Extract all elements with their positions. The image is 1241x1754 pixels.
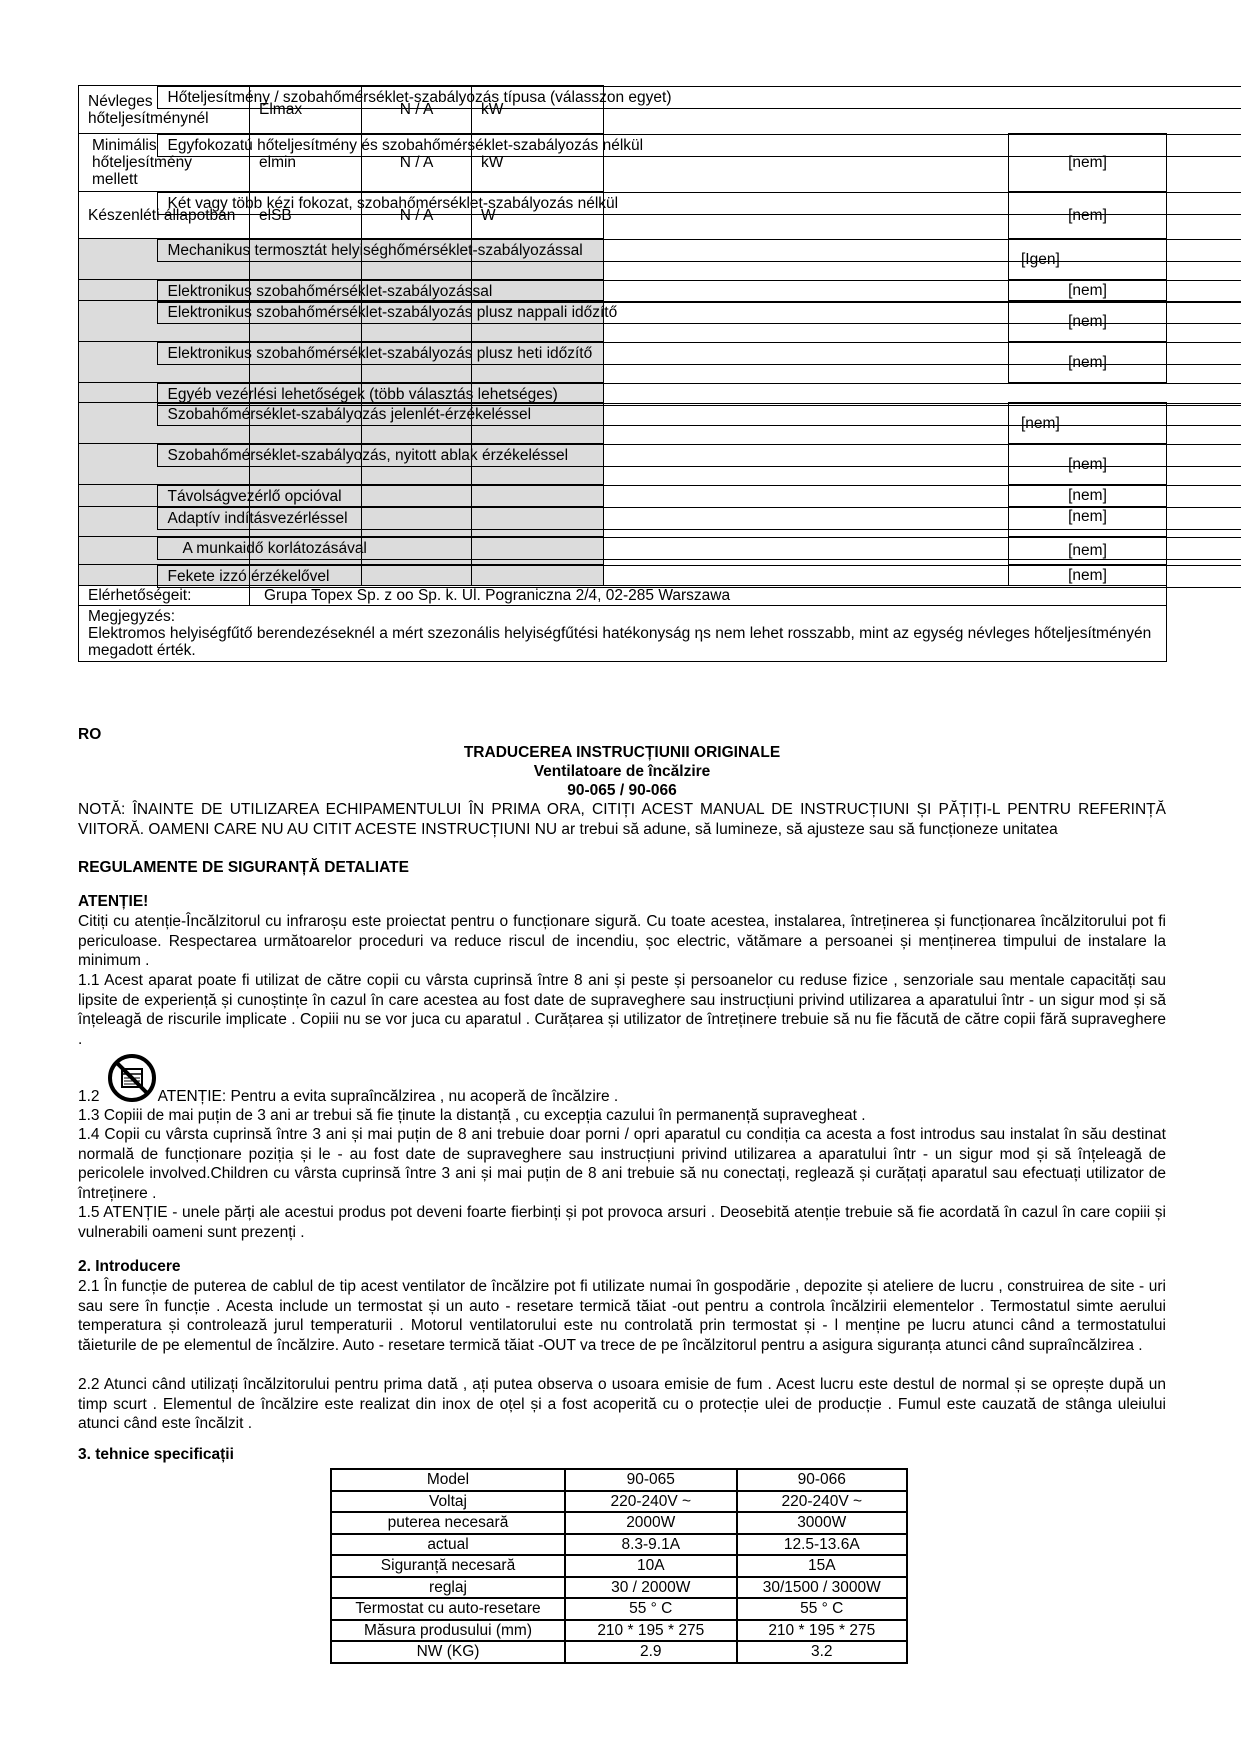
paragraph-1-2-text: ATENȚIE: Pentru a evita supraîncălzirea , nu acoperă de încălzire . bbox=[157, 1088, 619, 1105]
table-row bbox=[331, 1555, 907, 1577]
tech-value-90-066: 15A bbox=[737, 1555, 907, 1577]
paragraph-1-2 bbox=[78, 1087, 1166, 1107]
tech-param: NW (KG) bbox=[331, 1641, 565, 1663]
table-row bbox=[331, 1620, 907, 1642]
row-description: Fekete izzó érzékelővel bbox=[157, 565, 1241, 589]
notes-label: Megjegyzés: bbox=[88, 608, 176, 625]
row-symbol: elSB bbox=[250, 192, 362, 239]
tech-value-90-066: 30/1500 / 3000W bbox=[737, 1577, 907, 1599]
table-row bbox=[79, 342, 1167, 383]
paragraph-1-2-number: 1.2 bbox=[78, 1088, 100, 1105]
tech-value-90-066: 220-240V ~ bbox=[737, 1491, 907, 1513]
paragraph-1-3: 1.3 Copiii de mai puțin de 3 ani ar trebui să fie ținute la distanță , cu excepția cazului în permanență supravegheat . bbox=[78, 1107, 866, 1124]
tech-param: Măsura produsului (mm) bbox=[331, 1620, 565, 1642]
row-unit: W bbox=[472, 192, 604, 239]
table-row bbox=[79, 586, 1167, 606]
tech-value-90-065: 10A bbox=[565, 1555, 737, 1577]
row-symbol: elmin bbox=[250, 134, 362, 192]
tech-param: puterea necesară bbox=[331, 1512, 565, 1534]
row-label: Névleges hőteljesítménynél bbox=[79, 86, 250, 134]
table-row bbox=[79, 239, 1167, 280]
paragraph-1-4: 1.4 Copii cu vârsta cuprinsă între 3 ani și mai puțin de 8 ani trebuie doar porni / opri aparatul cu condiția ca acesta a fost introdus sau instalat în său destinat normală de funcționare poziția și le - au fost date de supraveghere sau instrucțiuni privind utilizarea a aparatului într - un sigur mod și să înțeleagă de pericolele involved.Children cu vârsta cuprinsă între 3 ani și mai puțin de 8 ani trebuie să nu conectați, reglează și curățați aparatul sau efectuați utilizator de întreținere . bbox=[78, 1126, 1166, 1202]
row-label: Készenléti állapotban bbox=[79, 192, 250, 239]
row-description: Két vagy több kézi fokozat, szobahőmérséklet-szabályozás nélkül bbox=[157, 192, 1241, 216]
row-answer: [nem] bbox=[1009, 134, 1167, 192]
row-description: Egyfokozatú hőteljesítmény és szobahőmérséklet-szabályozás nélkül bbox=[157, 134, 1241, 158]
row-unit: kW bbox=[472, 134, 604, 192]
tech-value-90-065: 210 * 195 * 275 bbox=[565, 1620, 737, 1642]
table-row bbox=[79, 192, 1167, 239]
row-description: Mechanikus termosztát helyiséghőmérséklet-szabályozással bbox=[157, 239, 1241, 263]
row-description: Távolságvezérlő opcióval bbox=[157, 485, 1241, 509]
table-row bbox=[331, 1491, 907, 1513]
document-title: TRADUCEREA INSTRUCȚIUNII ORIGINALE bbox=[463, 744, 781, 761]
table-row bbox=[79, 606, 1167, 662]
row-answer: [nem] bbox=[1009, 342, 1167, 383]
tech-value-90-066: 210 * 195 * 275 bbox=[737, 1620, 907, 1642]
row-answer: [Igen] bbox=[1009, 239, 1167, 280]
table-row bbox=[331, 1577, 907, 1599]
row-symbol: Elmax bbox=[250, 86, 362, 134]
row-answer: [nem] bbox=[1009, 280, 1167, 301]
row-label-text: Minimális hőteljesítmény mellett bbox=[92, 137, 192, 188]
tech-value-90-066: 90-066 bbox=[737, 1469, 907, 1491]
other-controls-header: Egyéb vezérlési lehetőségek (több választás lehetséges) bbox=[157, 383, 1241, 407]
row-answer: [nem] bbox=[1009, 444, 1167, 485]
row-answer: [nem] bbox=[1009, 485, 1167, 507]
tech-value-90-065: 30 / 2000W bbox=[565, 1577, 737, 1599]
language-code: RO bbox=[78, 726, 102, 743]
tech-param: actual bbox=[331, 1534, 565, 1556]
table-row bbox=[79, 485, 1167, 507]
tech-value-90-066: 55 ° C bbox=[737, 1598, 907, 1620]
row-answer: [nem] bbox=[1009, 507, 1167, 537]
tech-value-90-065: 2000W bbox=[565, 1512, 737, 1534]
row-value: N / A bbox=[362, 134, 472, 192]
paragraph-2-1: 2.1 În funcție de puterea de cablul de tip acest ventilator de încălzire pot fi utilizate numai în gospodărie , depozite și ateliere de lucru , construirea de site - uri sau sere în funcție . Acesta include un termostat și un auto - resetare termică tăiat -out pentru a controla încălzirii elementelor . Termostatul simte aerului temperatura și controlează jurul temperaturii . Motorul ventilatorului este nu controlată prin termostat și - l menține pe lucru atunci când a termostatului tăieturile de pe elementul de încălzire. Auto - resetare termică tăiat -OUT va trece de pe încălzitorul pentru a asigura siguranța atunci când supraîncălzirea . bbox=[78, 1278, 1166, 1354]
row-description: Elektronikus szobahőmérséklet-szabályozás plusz heti időzítő bbox=[157, 342, 1241, 366]
tech-param: Termostat cu auto-resetare bbox=[331, 1598, 565, 1620]
availability-value: Grupa Topex Sp. z oo Sp. k. Ul. Pograniczna 2/4, 02-285 Warszawa bbox=[250, 586, 1167, 606]
paragraph-2-2: 2.2 Atunci când utilizați încălzitorului pentru prima dată , ați putea observa o usoara emisie de fum . Acest lucru este destul de normal și se oprește după un timp scurt . Elementul de încălzire este realizat din inox de oțel și a fost acoperită cu o protecție ulei de producție . Fumul este cauzată de stânga uleiului atunci când este încălzit . bbox=[78, 1376, 1166, 1433]
note-paragraph: NOTĂ: ÎNAINTE DE UTILIZAREA ECHIPAMENTULUI ÎN PRIMA ORA, CITIȚI ACEST MANUAL DE INSTRUCȚIUNI ȘI PĂȚIȚI-L PENTRU REFERINȚĂ VIITORĂ. OAMENI CARE NU AU CITIT ACESTE INSTRUCȚIUNI NU ar trebui să adune, să lumineze, să ajusteze sau să funcționeze unitatea bbox=[78, 801, 1166, 838]
table-row bbox=[79, 537, 1167, 565]
table-row bbox=[79, 383, 1167, 403]
intro-heading: 2. Introducere bbox=[78, 1258, 181, 1275]
availability-label: Elérhetőségeit: bbox=[79, 586, 250, 606]
row-description: Szobahőmérséklet-szabályozás, nyitott ablak érzékeléssel bbox=[157, 444, 1241, 468]
row-description: Szobahőmérséklet-szabályozás jelenlét-érzékeléssel bbox=[157, 403, 1241, 427]
table-row bbox=[79, 565, 1167, 586]
tech-value-90-066: 3000W bbox=[737, 1512, 907, 1534]
tech-param: reglaj bbox=[331, 1577, 565, 1599]
attention-paragraph: Citiți cu atenție-Încălzitorul cu infraroșu este proiectat pentru o funcționare sigură. Cu toate acestea, instalarea, întreținerea și funcționarea încălzitorului pot fi periculoase. Respectarea următoarelor proceduri va reduce riscul de incendiu, șoc electric, vătămare a persoanei și menținerea timpului de instalare la minimum . bbox=[78, 913, 1166, 970]
tech-value-90-065: 2.9 bbox=[565, 1641, 737, 1663]
row-description: Elektronikus szobahőmérséklet-szabályozás plusz nappali időzítő bbox=[157, 301, 1241, 325]
table-row bbox=[79, 444, 1167, 485]
model-numbers: 90-065 / 90-066 bbox=[567, 782, 677, 799]
table-row bbox=[331, 1598, 907, 1620]
tech-heading: 3. tehnice specificații bbox=[78, 1446, 234, 1463]
safety-heading: REGULAMENTE DE SIGURANȚĂ DETALIATE bbox=[78, 859, 409, 876]
table-row bbox=[79, 301, 1167, 342]
table-row bbox=[331, 1534, 907, 1556]
table-row bbox=[79, 403, 1167, 444]
table-row bbox=[79, 507, 1167, 537]
tech-value-90-065: 8.3-9.1A bbox=[565, 1534, 737, 1556]
row-description: Elektronikus szobahőmérséklet-szabályozással bbox=[157, 280, 1241, 304]
technical-spec-table bbox=[330, 1468, 908, 1664]
row-description: Hőteljesítmény / szobahőmérséklet-szabályozás típusa (válasszon egyet) bbox=[157, 86, 1241, 110]
table-row bbox=[79, 86, 1167, 134]
tech-param: Siguranță necesară bbox=[331, 1555, 565, 1577]
notes-cell bbox=[79, 606, 1167, 662]
row-answer: [nem] bbox=[1009, 537, 1167, 565]
attention-heading: ATENȚIE! bbox=[78, 893, 149, 910]
document-subtitle: Ventilatoare de încălzire bbox=[533, 763, 711, 780]
row-answer: [nem] bbox=[1009, 192, 1167, 239]
paragraph-1-1: 1.1 Acest aparat poate fi utilizat de către copii cu vârsta cuprinsă între 8 ani și peste și persoanelor cu reduse fizice , senzoriale sau mentale capacități sau lipsite de experiență și cunoștințe în cazul în care acestea au fost date de supraveghere sau instrucțiuni privind utilizarea a aparatului într - un sigur mod și să înțeleagă de riscurile implicate . Copiii nu se vor juca cu aparatul . Curățarea și utilizator de întreținere trebuie să nu fie făcută de către copii fără supraveghere . bbox=[78, 972, 1166, 1048]
row-value: N / A bbox=[362, 86, 472, 134]
row-unit: kW bbox=[472, 86, 604, 134]
row-description: A munkaidő korlátozásával bbox=[157, 537, 1241, 561]
energy-spec-table bbox=[78, 85, 1167, 662]
tech-param: Voltaj bbox=[331, 1491, 565, 1513]
table-row bbox=[331, 1512, 907, 1534]
row-answer: [nem] bbox=[1009, 565, 1167, 586]
tech-param: Model bbox=[331, 1469, 565, 1491]
paragraph-1-5: 1.5 ATENȚIE - unele părți ale acestui produs pot deveni foarte fierbinți și pot provoca arsuri . Deosebită atenție trebuie să fie acordată în cazul în care copiii și vulnerabili oameni sunt prezenți . bbox=[78, 1204, 1166, 1241]
row-answer: [nem] bbox=[1009, 301, 1167, 342]
table-row bbox=[331, 1469, 907, 1491]
tech-value-90-065: 220-240V ~ bbox=[565, 1491, 737, 1513]
row-description: Adaptív indításvezérléssel bbox=[157, 507, 1241, 531]
table-row bbox=[79, 280, 1167, 301]
tech-value-90-066: 12.5-13.6A bbox=[737, 1534, 907, 1556]
table-row bbox=[331, 1641, 907, 1663]
tech-value-90-066: 3.2 bbox=[737, 1641, 907, 1663]
notes-text: Elektromos helyiségfűtő berendezéseknél a mért szezonális helyiségfűtési hatékonyság ηs nem lehet rosszabb, mint az egység névleges hőteljesítményén megadott érték. bbox=[88, 625, 1152, 659]
row-answer: [nem] bbox=[1009, 403, 1167, 444]
table-row bbox=[79, 134, 1167, 192]
tech-value-90-065: 55 ° C bbox=[565, 1598, 737, 1620]
row-value: N / A bbox=[362, 192, 472, 239]
tech-value-90-065: 90-065 bbox=[565, 1469, 737, 1491]
